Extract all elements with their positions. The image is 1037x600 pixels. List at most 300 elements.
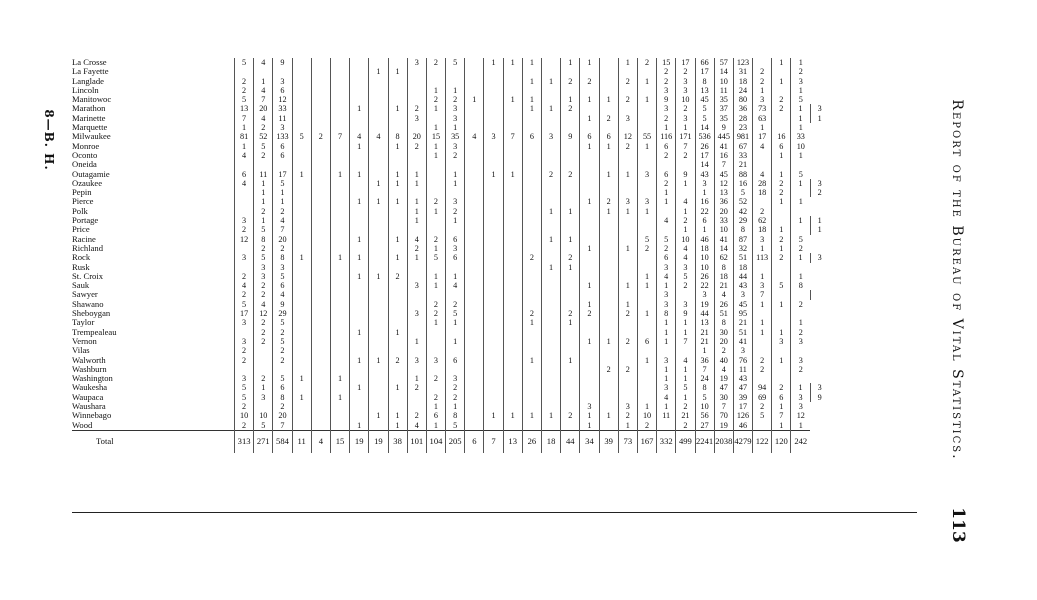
table-cell: [235, 365, 254, 374]
table-cell: [446, 77, 465, 86]
table-cell: 5: [273, 272, 292, 281]
table-cell: 2: [426, 95, 445, 104]
table-cell: 3: [618, 197, 637, 206]
table-cell: [446, 263, 465, 272]
table-cell: 13: [503, 430, 522, 453]
table-cell: [407, 300, 426, 309]
table-cell: 6: [772, 393, 791, 402]
table-cell: [484, 281, 503, 290]
table-cell: 27: [695, 421, 714, 431]
table-cell: 7: [714, 402, 733, 411]
table-cell: 271: [254, 430, 273, 453]
table-cell: 5: [676, 272, 695, 281]
table-cell: 2: [580, 309, 599, 318]
table-cell: [407, 188, 426, 197]
table-cell: [503, 290, 522, 299]
table-cell: [330, 67, 349, 76]
table-row: [72, 337, 829, 346]
table-cell: 31: [733, 67, 752, 76]
table-cell: 6: [235, 170, 254, 179]
table-cell: 2: [388, 272, 407, 281]
table-cell: [446, 160, 465, 169]
table-cell: 3: [407, 58, 426, 67]
table-cell: [254, 160, 273, 169]
table-cell: [388, 244, 407, 253]
table-cell: [522, 225, 541, 234]
table-cell: [484, 114, 503, 123]
table-cell: 1: [254, 216, 273, 225]
table-cell: 1: [273, 197, 292, 206]
table-cell: 1: [772, 402, 791, 411]
table-cell: [426, 365, 445, 374]
table-cell: [311, 114, 330, 123]
table-cell: 1: [446, 170, 465, 179]
table-cell: [637, 328, 656, 337]
table-cell: [311, 104, 330, 113]
table-cell: 12: [791, 411, 810, 420]
table-cell: 1: [369, 272, 388, 281]
county-name: Pierce: [72, 197, 94, 207]
table-cell: 43: [695, 170, 714, 179]
table-cell: 6: [522, 132, 541, 141]
table-cell: [426, 179, 445, 188]
table-cell: 16: [772, 132, 791, 141]
table-cell: [618, 235, 637, 244]
table-cell: [522, 170, 541, 179]
table-cell: [599, 383, 618, 392]
table-cell: 4: [235, 179, 254, 188]
table-cell: 55: [637, 132, 656, 141]
table-cell: 1: [580, 244, 599, 253]
table-cell: 1: [676, 123, 695, 132]
table-cell: 3: [446, 374, 465, 383]
table-cell: [637, 86, 656, 95]
table-cell: 2: [753, 356, 772, 365]
table-cell: 2: [791, 67, 810, 76]
table-cell: 1: [772, 77, 791, 86]
table-cell: 1: [772, 170, 791, 179]
table-cell: 6: [657, 253, 676, 262]
table-cell: [637, 151, 656, 160]
table-cell: 2: [657, 114, 676, 123]
table-cell: 33: [714, 216, 733, 225]
table-cell: 17: [235, 309, 254, 318]
table-cell: 313: [235, 430, 254, 453]
table-cell: [426, 346, 445, 355]
table-cell: 10: [235, 411, 254, 420]
table-cell: [561, 160, 580, 169]
table-cell: [561, 281, 580, 290]
table-cell: 2: [599, 114, 618, 123]
table-cell: 1: [407, 216, 426, 225]
table-cell: [522, 197, 541, 206]
table-cell: [618, 225, 637, 234]
table-cell: 5: [733, 188, 752, 197]
table-cell: [503, 356, 522, 365]
table-cell: 2: [254, 328, 273, 337]
table-cell: [407, 318, 426, 327]
table-cell: [657, 160, 676, 169]
table-row: [72, 328, 829, 337]
table-cell: [465, 216, 484, 225]
county-name: Total: [72, 430, 235, 453]
table-row: [72, 263, 829, 272]
table-cell: [522, 402, 541, 411]
table-cell: [330, 104, 349, 113]
table-cell: 1: [350, 421, 369, 431]
table-cell: [446, 328, 465, 337]
table-cell: 1: [618, 421, 637, 431]
table-cell: [618, 374, 637, 383]
table-cell: [388, 300, 407, 309]
table-cell: 3: [657, 356, 676, 365]
table-cell: 17: [676, 58, 695, 67]
table-cell: 1: [580, 421, 599, 431]
table-cell: 1: [388, 197, 407, 206]
table-cell: [599, 346, 618, 355]
table-cell: 2: [407, 411, 426, 420]
table-cell: 5: [273, 179, 292, 188]
table-cell: 1: [388, 104, 407, 113]
table-cell: 1: [791, 197, 810, 206]
table-cell: 8: [254, 235, 273, 244]
table-cell: 41: [733, 337, 752, 346]
table-cell: [484, 197, 503, 206]
table-cell: [522, 142, 541, 151]
table-cell: [369, 216, 388, 225]
table-cell: [637, 383, 656, 392]
table-cell: 7: [676, 337, 695, 346]
table-cell: 1: [791, 123, 810, 132]
table-cell: 43: [733, 281, 752, 290]
table-cell: [503, 253, 522, 262]
table-cell: [235, 328, 254, 337]
table-cell: [618, 356, 637, 365]
table-cell: 2: [254, 374, 273, 383]
table-cell: [350, 346, 369, 355]
table-cell: [369, 253, 388, 262]
table-cell: 1: [753, 318, 772, 327]
table-cell: 1: [637, 77, 656, 86]
table-row: [72, 67, 829, 76]
table-cell: [350, 365, 369, 374]
table-cell: [676, 188, 695, 197]
table-cell: [561, 86, 580, 95]
county-name: Manitowoc: [72, 95, 112, 105]
table-cell: [484, 263, 503, 272]
table-cell: 2: [426, 300, 445, 309]
table-cell: 3: [254, 263, 273, 272]
table-cell: 1: [657, 337, 676, 346]
table-cell: [407, 67, 426, 76]
table-cell: 6: [695, 216, 714, 225]
table-cell: 35: [446, 132, 465, 141]
table-cell: [503, 104, 522, 113]
table-cell: [772, 216, 791, 225]
table-cell: 122: [753, 430, 772, 453]
table-cell: 2: [657, 179, 676, 188]
table-cell: [503, 328, 522, 337]
table-cell: [484, 179, 503, 188]
table-cell: [369, 235, 388, 244]
table-cell: [522, 374, 541, 383]
table-cell: [503, 300, 522, 309]
table-cell: [580, 365, 599, 374]
table-cell: 2: [657, 67, 676, 76]
table-cell: 1: [542, 263, 561, 272]
table-cell: 2: [446, 383, 465, 392]
table-cell: 1: [772, 225, 791, 234]
table-cell: [580, 328, 599, 337]
table-cell: [446, 346, 465, 355]
table-cell: [426, 170, 445, 179]
table-cell: [599, 421, 618, 431]
table-cell: 2: [618, 411, 637, 420]
table-cell: 2: [407, 244, 426, 253]
table-cell: [637, 179, 656, 188]
table-cell: [292, 123, 311, 132]
table-cell: [311, 86, 330, 95]
county-name: Rusk: [72, 262, 90, 272]
table-cell: [311, 77, 330, 86]
table-cell: 2: [254, 151, 273, 160]
table-cell: 3: [273, 123, 292, 132]
table-cell: [542, 188, 561, 197]
table-cell: 2: [772, 95, 791, 104]
table-cell: [503, 309, 522, 318]
table-cell: [522, 188, 541, 197]
table-cell: [772, 272, 791, 281]
table-cell: [407, 346, 426, 355]
table-cell: [484, 365, 503, 374]
table-cell: 1: [522, 104, 541, 113]
table-cell: 2: [618, 142, 637, 151]
table-cell: 2: [791, 328, 810, 337]
table-cell: [330, 290, 349, 299]
table-cell: 1: [330, 170, 349, 179]
table-cell: [369, 114, 388, 123]
table-cell: [465, 346, 484, 355]
table-row: [72, 216, 829, 225]
table-cell: 2: [637, 421, 656, 431]
table-cell: [388, 263, 407, 272]
table-cell: 1: [254, 179, 273, 188]
table-cell: [542, 95, 561, 104]
table-cell: 2: [311, 132, 330, 141]
table-cell: 2: [273, 346, 292, 355]
table-cell: 2: [235, 421, 254, 431]
table-cell: 1: [522, 95, 541, 104]
table-cell: 1: [791, 253, 810, 262]
table-cell: 17: [733, 402, 752, 411]
county-name: Lincoln: [72, 85, 99, 95]
county-name: Racine: [72, 234, 96, 244]
table-row: [72, 132, 829, 141]
table-cell: 2: [791, 365, 810, 374]
table-cell: 2: [657, 77, 676, 86]
table-cell: [580, 170, 599, 179]
table-cell: 1: [522, 356, 541, 365]
table-cell: 3: [235, 318, 254, 327]
county-name: Pepin: [72, 188, 92, 198]
table-cell: [637, 225, 656, 234]
table-cell: 4: [254, 300, 273, 309]
table-cell: 1: [503, 170, 522, 179]
table-cell: 4: [657, 272, 676, 281]
table-cell: [618, 188, 637, 197]
table-cell: 2: [753, 402, 772, 411]
table-cell: 37: [714, 104, 733, 113]
table-cell: 4: [753, 170, 772, 179]
county-name: Marinette: [72, 113, 106, 123]
table-cell: [503, 374, 522, 383]
table-cell: [657, 346, 676, 355]
table-cell: 2: [426, 309, 445, 318]
table-cell: [311, 151, 330, 160]
table-cell: 8: [273, 253, 292, 262]
table-cell: 584: [273, 430, 292, 453]
table-cell: [446, 365, 465, 374]
table-cell: [599, 281, 618, 290]
table-cell: [273, 365, 292, 374]
table-cell: [542, 290, 561, 299]
county-name: Marquette: [72, 123, 108, 133]
table-cell: [369, 318, 388, 327]
table-cell: 1: [369, 179, 388, 188]
table-cell: 5: [235, 95, 254, 104]
table-cell: [311, 421, 330, 431]
table-cell: [350, 309, 369, 318]
table-cell: 8: [695, 383, 714, 392]
table-cell: 1: [235, 142, 254, 151]
table-cell: 1: [503, 411, 522, 420]
table-cell: 10: [695, 263, 714, 272]
table-cell: [350, 318, 369, 327]
table-cell: [350, 244, 369, 253]
table-cell: [388, 160, 407, 169]
table-cell: 5: [292, 132, 311, 141]
table-cell: [580, 356, 599, 365]
table-cell: 3: [235, 216, 254, 225]
table-cell: [388, 309, 407, 318]
table-cell: 1: [350, 142, 369, 151]
table-cell: [503, 114, 522, 123]
table-cell: 21: [695, 337, 714, 346]
table-cell: 13: [695, 318, 714, 327]
table-cell: 6: [446, 356, 465, 365]
table-cell: 1: [561, 207, 580, 216]
county-name: Ozaukee: [72, 178, 103, 188]
table-cell: 1: [561, 263, 580, 272]
table-cell: [503, 179, 522, 188]
table-cell: [561, 393, 580, 402]
table-cell: 6: [637, 337, 656, 346]
table-cell: 36: [695, 356, 714, 365]
table-cell: [254, 356, 273, 365]
table-cell: 2: [235, 290, 254, 299]
table-cell: 1: [407, 374, 426, 383]
table-cell: 10: [676, 95, 695, 104]
table-cell: 7: [330, 132, 349, 141]
table-cell: [350, 207, 369, 216]
table-cell: 15: [330, 430, 349, 453]
table-cell: 2: [273, 328, 292, 337]
table-cell: 46: [733, 421, 752, 431]
table-cell: [542, 402, 561, 411]
table-cell: 1: [561, 95, 580, 104]
table-cell: [503, 77, 522, 86]
table-cell: 3: [407, 281, 426, 290]
table-cell: [465, 86, 484, 95]
table-row: [72, 374, 829, 383]
table-cell: [484, 225, 503, 234]
table-cell: 2: [426, 197, 445, 206]
table-cell: 28: [733, 114, 752, 123]
table-cell: [350, 263, 369, 272]
table-cell: 67: [733, 142, 752, 151]
table-cell: [503, 263, 522, 272]
table-cell: 10: [714, 77, 733, 86]
table-cell: 3: [791, 393, 810, 402]
table-cell: 94: [753, 383, 772, 392]
table-cell: [407, 263, 426, 272]
table-cell: [388, 365, 407, 374]
table-cell: [561, 328, 580, 337]
table-cell: 1: [235, 123, 254, 132]
table-cell: 5: [637, 235, 656, 244]
table-cell: [350, 300, 369, 309]
table-cell: [542, 67, 561, 76]
table-cell: 73: [618, 430, 637, 453]
table-cell: [484, 123, 503, 132]
table-cell: 1: [791, 318, 810, 327]
table-row: [72, 77, 829, 86]
table-cell: 2: [542, 170, 561, 179]
table-cell: [350, 216, 369, 225]
table-cell: 7: [714, 160, 733, 169]
table-cell: 2: [426, 58, 445, 67]
table-cell: 12: [618, 132, 637, 141]
table-cell: [637, 374, 656, 383]
table-cell: 21: [695, 328, 714, 337]
table-cell: 2: [772, 383, 791, 392]
table-cell: 1: [580, 411, 599, 420]
table-cell: 1: [580, 114, 599, 123]
table-cell: 26: [695, 142, 714, 151]
table-cell: [522, 365, 541, 374]
table-cell: 4: [407, 235, 426, 244]
table-cell: 9: [273, 300, 292, 309]
table-row: [72, 318, 829, 327]
table-cell: [657, 225, 676, 234]
table-cell: [465, 160, 484, 169]
table-cell: 42: [733, 207, 752, 216]
table-cell: [484, 86, 503, 95]
table-cell: [292, 207, 311, 216]
table-cell: 40: [714, 356, 733, 365]
county-name: Milwaukee: [72, 132, 111, 142]
table-cell: [484, 160, 503, 169]
county-name: Price: [72, 225, 90, 235]
table-cell: [311, 253, 330, 262]
table-cell: [484, 244, 503, 253]
table-cell: [580, 383, 599, 392]
table-cell: 2: [810, 188, 829, 197]
table-row: [72, 300, 829, 309]
table-cell: 1: [542, 235, 561, 244]
table-cell: 1: [388, 411, 407, 420]
table-cell: [657, 207, 676, 216]
